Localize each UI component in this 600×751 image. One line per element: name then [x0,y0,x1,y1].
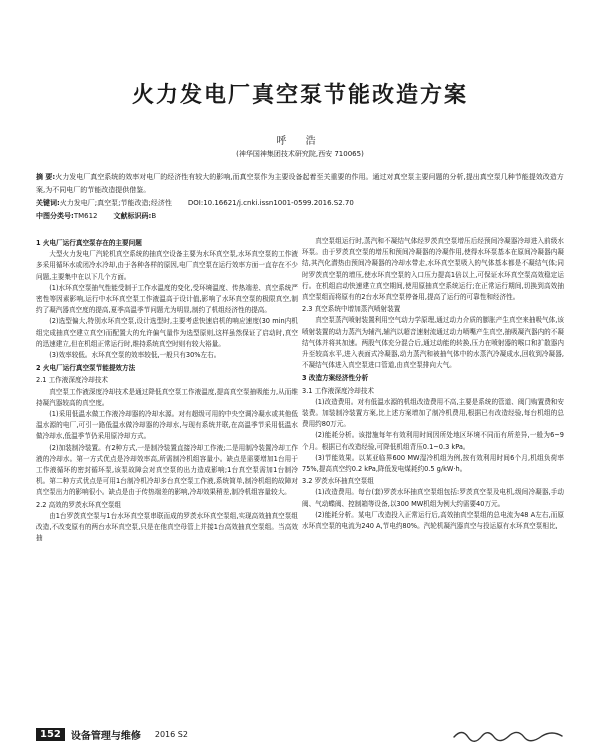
handwritten-signature [450,728,570,742]
author-affiliation: (神华国神集团技术研究院,西安 710065) [236,150,364,158]
paragraph: 真空泵蒸汽喷射装置利用空气动力学原理,通过动力介质的膨胀产生真空来抽吸气体,该喷射装置的动力蒸汽为辅汽,辅汽以超音速射流通过动力喷嘴产生真空,抽吸凝汽器内的不凝结气体并将其加速。两股气体充分混合后,通过动能的转换,压力在喷射器的喉口和扩散器内升至较高水平,进入表面式冷凝器,动力蒸汽和被抽气体中的水蒸汽冷凝成水,回收到冷凝器,不凝结气体进入真空泵进口管道,由真空泵排向大气。 [302,316,564,370]
doi: DOI:10.16621/j.cnki.issn1001-0599.2016.S2.70 [187,199,354,207]
paragraph: (2)加装制冷装置。有2种方式,一是制冷装置直接冷却工作液;二是用制冷装置冷却工作液的冷却水。第一方式优点是冷却效率高,所需制冷机组容量小。缺点是需要增加1台用于工作液循环的密封循环泵,该泵故障会对真空泵的出力造成影响;1台真空泵需加1台制冷机。第二种方式优点是可用1台制冷机冷却多台真空泵工作液,系统简单,制冷机组的故障对真空泵出力的影响很小。缺点是由于传热端差的影响,冷却效果稍差,制冷机组容量较大。 [36,443,298,497]
classification [36,210,564,223]
paragraph: 真空泵工作液深度冷却技术是通过降低真空泵工作液温度,提高真空泵抽吸能力,从而维持凝汽器较高的真空度。 [36,387,298,407]
abstract-text: 火力发电厂真空系统的效率对电厂的经济性有较大的影响,而真空泵作为主要设备起着至关重要的作用。通过对真空泵主要问题的分析,提出真空泵几种节能提效改造方案,为不同电厂的节能改造提供借鉴。 [36,173,564,194]
paragraph: 真空泵组运行时,蒸汽和不凝结气体经罗茨真空泵增压后经预间冷凝器冷却进入前级水环泵。由于罗茨真空泵的增压和预间冷凝器的冷凝作用,使得水环泵基本在原间冷凝器内凝结,其汽化潜热由预间冷凝器的冷却水带走,水环真空泵吸入的气体基本都是不凝结气体;同时罗茨真空泵的增压,使水环真空泵的入口压力提高1倍以上,可保证水环真空泵高效稳定运行。在机组启动快速建立真空期间,使用原抽真空系统运行;在正常运行期间,切换到高效抽真空泵组而将原有的2台水环真空泵停备用,提高了运行的可靠性和经济性。 [302,237,564,302]
article-author: 呼 浩 [276,136,324,147]
paragraph: (1)水环真空泵抽气性能受制于工作水温度的变化,受环境温度、传热端差、真空系统严密性等因素影响,运行中水环真空泵工作液温高于设计值,影响了水环真空泵的极限真空,制约了凝汽器真空度的提高,夏季高温季节问题尤为明显,制约了机组经济性的提高。 [36,283,298,315]
doc-code-value: B [151,212,157,220]
section-heading: 2 火电厂运行真空泵节能提效方法 [36,364,136,373]
paragraph: (1)采用低温水做工作液冷却器的冷却水源。对有超级可用的中央空调冷凝水或其他低温水源的电厂,可引一路低温水做冷却器的冷却水,与现有系统并联,在高温季节采用低温水做冷却水,低温季节仍采用原冷却方式。 [36,410,298,441]
clc-value: TM612 [73,212,98,220]
section-heading: 3.2 罗茨水环抽真空泵组 [302,477,374,486]
paragraph: (2)能耗分析。该措施每年有效利用时间因所处地区环境不同而有所差异,一般为6~9个月。根据已有改造经验,可降低机组背压0.1~0.3 kPa。 [302,431,564,451]
page-number: 152 [36,728,65,741]
section-heading: 2.1 工作液深度冷却技术 [36,376,108,385]
paragraph: (2)能耗分析。某电厂改造投入正常运行后,高效抽真空泵组的总电流为48 A左右,而原水环真空泵的电流为240 A,节电约80%。汽轮机凝汽器真空与投运原有水环真空泵相比, [302,510,564,531]
paragraph: (2)选型偏大,特别水环真空泵,设计选型时,主要考虑快速启机的响应速度(30 min内机组完成抽真空建立真空)而配置大的允许偏气量作为选型原则,这样虽然保证了启动时,真空的迅速建立,但在机组正常运行时,维持系统真空时则有较大裕量。 [36,317,298,348]
keywords [36,197,564,210]
section-heading: 3 改造方案经济性分析 [302,374,369,383]
paragraph: (3)节能效果。以某亚临界600 MW湿冷机组为例,按有效利用时间6个月,机组负荷率75%,提高真空约0.2 kPa,降低发电煤耗约0.5 g/kW·h。 [302,453,564,474]
journal-issue: 2016 S2 [154,729,188,739]
paragraph: 由1台罗茨真空泵与1台水环真空泵串联而成的罗茨水环真空泵组,实现高效抽真空泵组改造,不改变原有的两台水环真空泵,只是在他真空母管上并接1台高效抽真空泵组。当高效抽 [36,511,298,543]
section-heading: 2.2 高效的罗茨水环真空泵组 [36,500,122,509]
page-footer [36,726,188,742]
section-heading: 2.3 真空系统中增加蒸汽喷射装置 [302,305,401,314]
paragraph: 大型火力发电厂汽轮机真空系统的抽真空设备主要为水环真空泵,水环真空泵的工作液多采用循环水或闭冷水冷却,由于各种各样的原因,电厂真空泵在运行效率方面一直存在不少问题,主要集中在以下几个方面。 [36,250,298,281]
abstract [36,171,564,196]
doc-code-label: 文献标识码: [113,212,152,220]
body-right-column [302,236,564,532]
journal-name: 设备管理与维修 [70,730,141,742]
keywords-label: 关键词: [36,199,60,207]
paragraph: (1)改造费用。对有低温水源的机组改造费用不高,主要是系统的管道、阀门购置费和安装费。加装制冷装置方案,比上述方案增加了制冷机费用,根据已有改造经验,每台机组的总费用约80万元。 [302,397,564,429]
section-heading: 3.1 工作液深度冷却技术 [302,386,374,395]
clc-label: 中图分类号: [36,212,74,220]
paragraph: (1)改造费用。每台(套)罗茨水环抽真空泵组包括:罗茨真空泵及电机,级间冷凝器,手动阀、气动蝶阀、控制箱等设备,以300 MW机组为例大约需要40万元。 [302,488,564,508]
paragraph: (3)效率较低。水环真空泵的效率较低,一般只有30%左右。 [49,351,221,360]
abstract-label: 摘 要: [36,173,56,181]
keywords-text: 火力发电厂;真空泵;节能改造;经济性 [59,199,172,207]
article-title: 火力发电厂真空泵节能改造方案 [131,83,468,108]
section-heading: 1 火电厂运行真空泵存在的主要问题 [36,239,142,247]
body-left-column [36,236,298,544]
